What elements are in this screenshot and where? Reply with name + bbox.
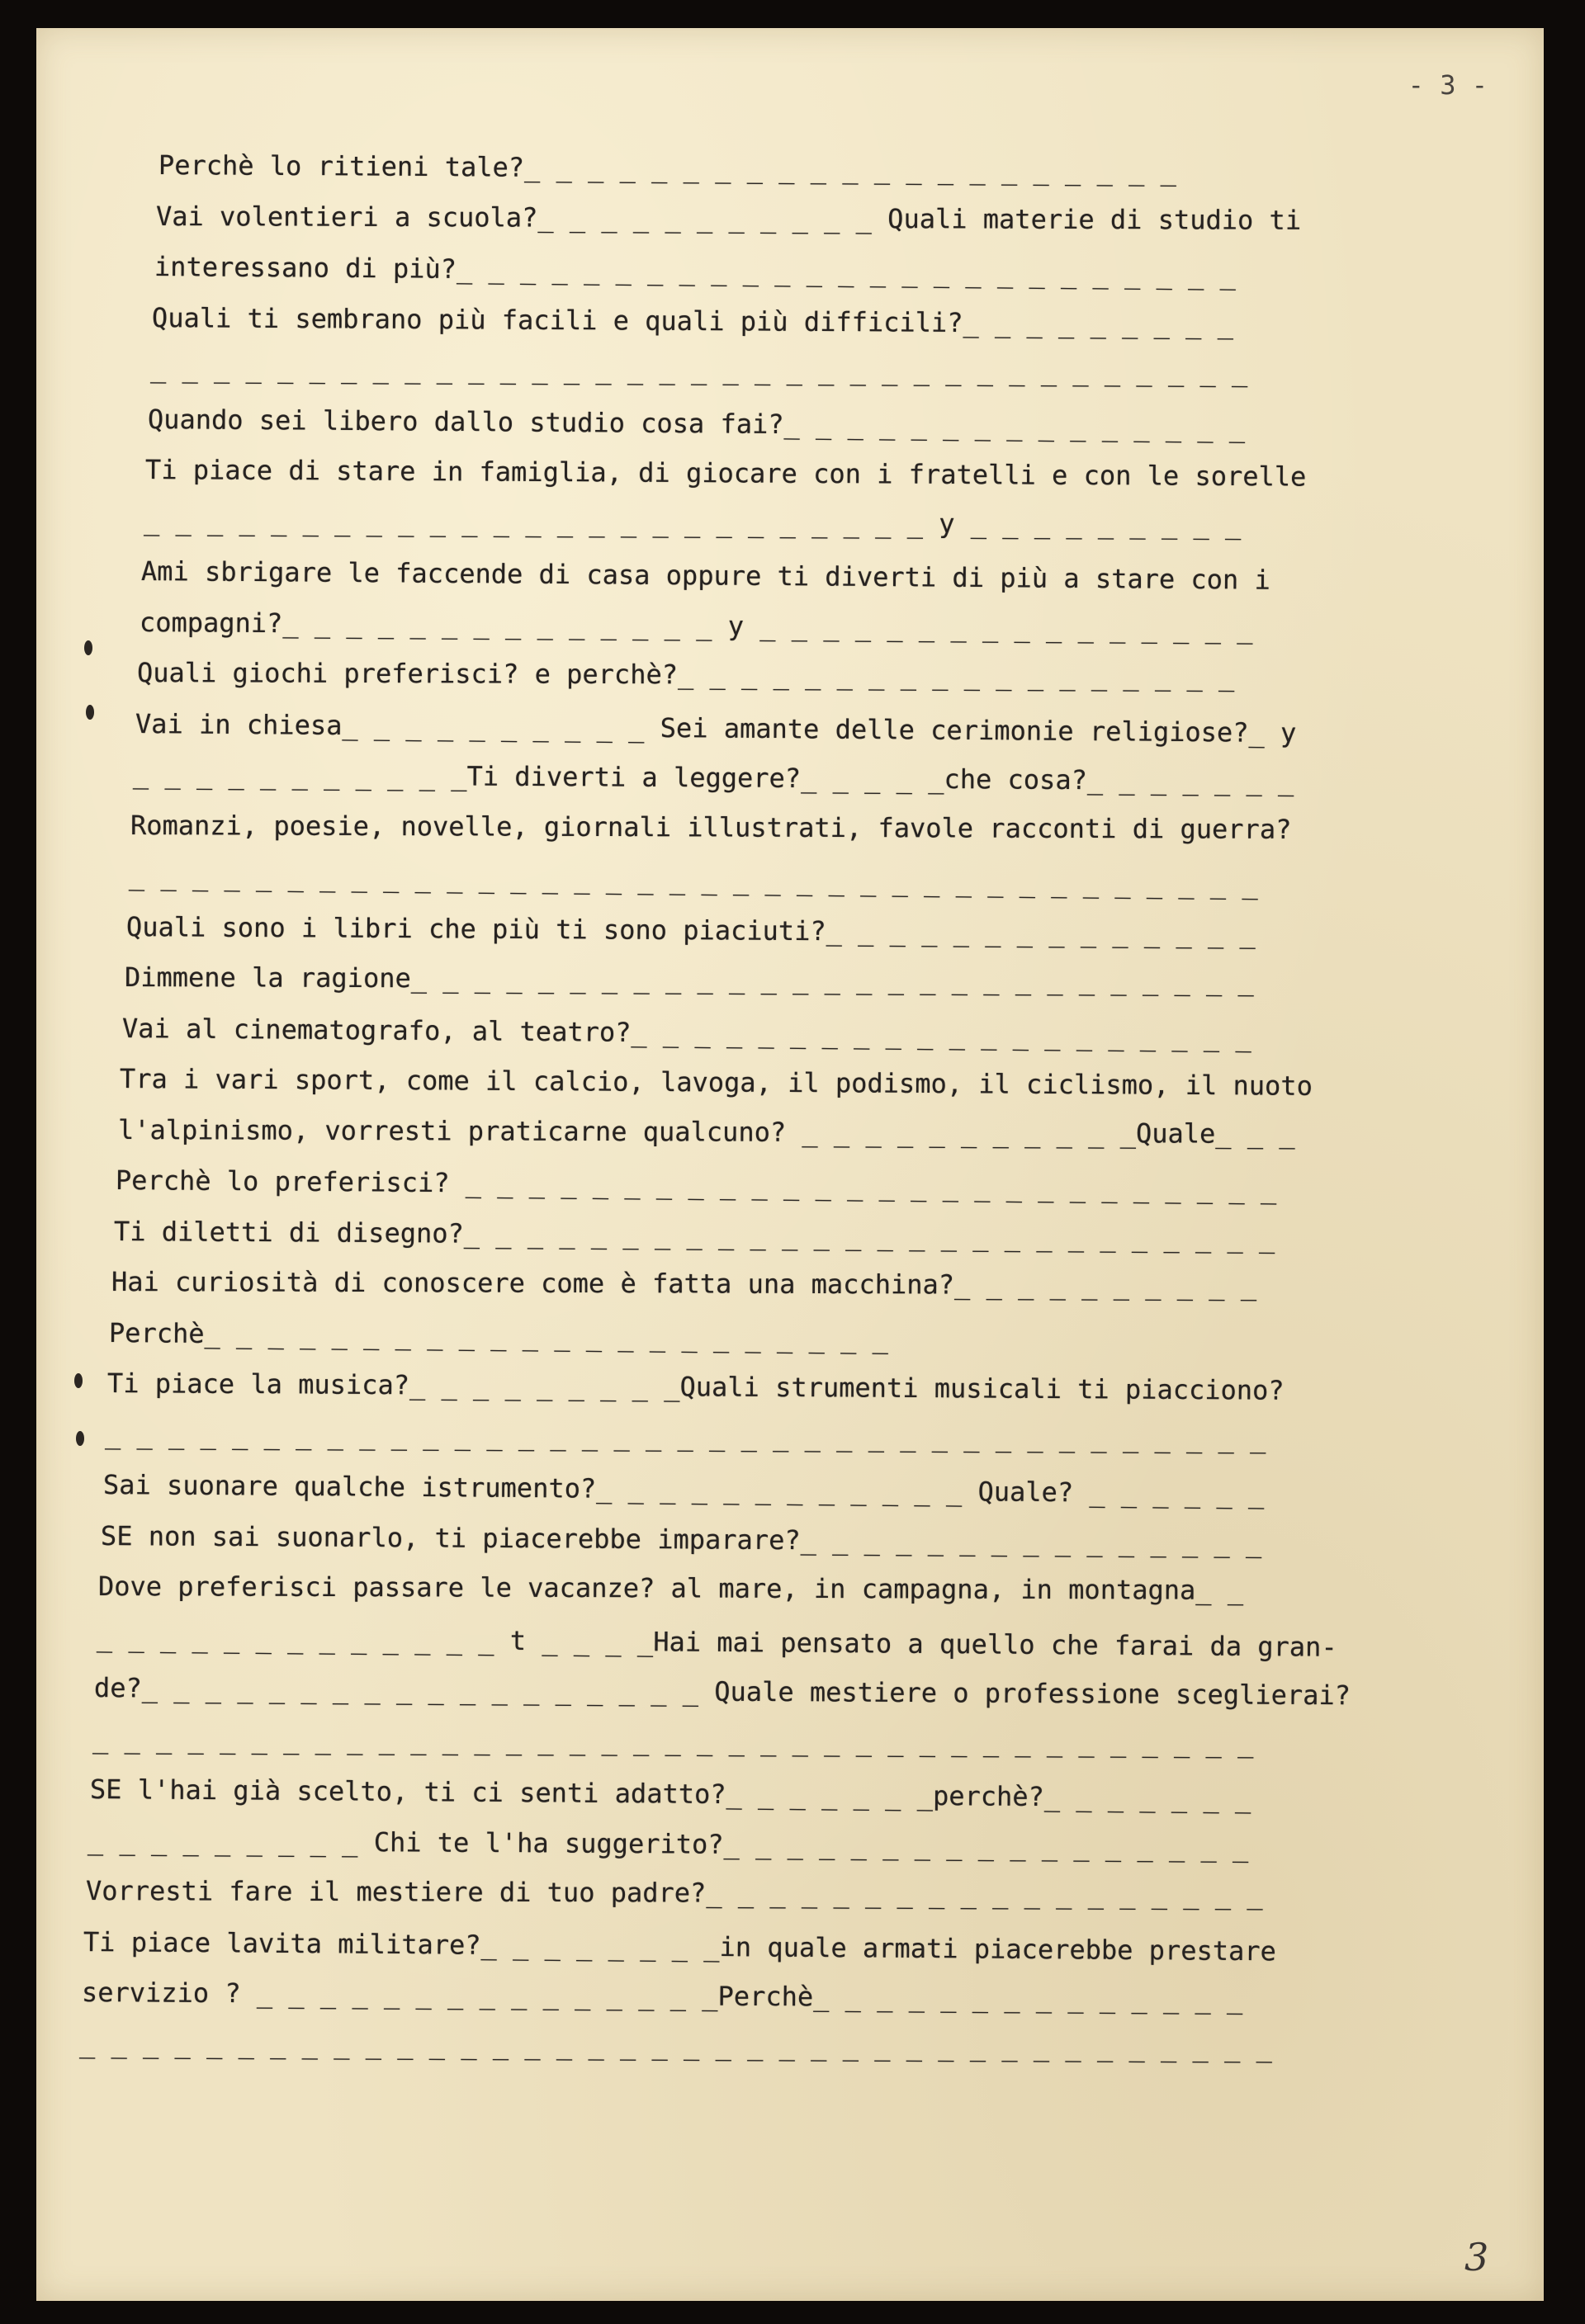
text-line: Quali giochi preferisci? e perchè?_ _ _ _ _ _ _ _ _ _ _ _ _ _ _ _ _ _ xyxy=(137,657,1235,692)
text-line: Perchè_ _ _ _ _ _ _ _ _ _ _ _ _ _ _ _ _ _ _ _ _ _ xyxy=(109,1316,889,1354)
text-line: _ _ _ _ _ _ _ _ _ _ _ _ _ _ _ _ _ _ _ _ _ _ _ _ _ _ _ _ _ _ _ _ _ _ _ _ _ xyxy=(92,1722,1254,1759)
text-line: Romanzi, poesie, novelle, giornali illustrati, favole racconti di guerra? xyxy=(130,809,1292,845)
text-line: Vai al cinematografo, al teatro?_ _ _ _ _ _ _ _ _ _ _ _ _ _ _ _ _ _ _ _ xyxy=(121,1012,1251,1053)
text-line: interessano di più?_ _ _ _ _ _ _ _ _ _ _ _ _ _ _ _ _ _ _ _ _ _ _ _ _ xyxy=(154,251,1236,291)
text-line: Hai curiosità di conoscere come è fatta una macchina?_ _ _ _ _ _ _ _ _ _ xyxy=(111,1266,1257,1301)
page-number: - 3 - xyxy=(1408,69,1488,101)
questionnaire-lines xyxy=(36,28,1544,2301)
text-line: SE non sai suonarlo, ti piacerebbe imparare?_ _ _ _ _ _ _ _ _ _ _ _ _ _ _ xyxy=(100,1519,1262,1559)
text-line: Perchè lo preferisci? _ _ _ _ _ _ _ _ _ _ _ _ _ _ _ _ _ _ _ _ _ _ _ _ _ _ xyxy=(115,1164,1277,1206)
punch-hole xyxy=(86,705,94,720)
text-line: Tra i vari sport, come il calcio, lavoga, il podismo, il ciclismo, il nuoto xyxy=(120,1063,1313,1102)
text-line: _ _ _ _ _ _ _ _ _ _ _ _ _ _ _ _ _ _ _ _ _ _ _ _ _ _ _ _ _ _ _ _ _ _ _ _ xyxy=(128,860,1258,900)
punch-hole xyxy=(84,640,92,655)
text-line: Vai volentieri a scuola?_ _ _ _ _ _ _ _ _ _ _ Quali materie di studio ti xyxy=(156,200,1302,236)
text-line: Quali ti sembrano più facili e quali più difficili?_ _ _ _ _ _ _ _ _ xyxy=(152,301,1234,340)
text-line: Ti piace lavita militare?_ _ _ _ _ _ _ _in quale armati piacerebbe prestare xyxy=(83,1925,1277,1967)
text-line: Quando sei libero dallo studio cosa fai?_ _ _ _ _ _ _ _ _ _ _ _ _ _ _ xyxy=(147,403,1246,443)
text-line: Ami sbrigare le faccende di casa oppure ti diverti di più a stare con i xyxy=(141,555,1271,596)
text-line: Dove preferisci passare le vacanze? al mare, in campagna, in montagna_ _ xyxy=(98,1571,1244,1606)
text-line: _ _ _ _ _ _ _ _ _ _ _Ti diverti a leggere?_ _ _ _ _che cosa?_ _ _ _ _ _ _ xyxy=(132,758,1294,797)
text-line: _ _ _ _ _ _ _ _ _ Chi te l'ha suggerito?_ _ _ _ _ _ _ _ _ _ _ _ _ _ _ _ _ xyxy=(88,1824,1249,1863)
text-line: Perchè lo ritieni tale?_ _ _ _ _ _ _ _ _ _ _ _ _ _ _ _ _ _ _ _ _ xyxy=(158,149,1177,187)
punch-hole xyxy=(76,1431,84,1446)
text-line: _ _ _ _ _ _ _ _ _ _ _ _ _ _ _ _ _ _ _ _ _ _ _ _ _ _ _ _ _ _ _ _ _ _ _ xyxy=(149,352,1247,388)
text-line: Vai in chiesa_ _ _ _ _ _ _ _ _ _ Sei amante delle cerimonie religiose?_ y xyxy=(135,707,1296,749)
text-line: Ti diletti di disegno?_ _ _ _ _ _ _ _ _ _ _ _ _ _ _ _ _ _ _ _ _ _ _ _ _ _ xyxy=(113,1215,1275,1254)
text-line: _ _ _ _ _ _ _ _ _ _ _ _ _ t _ _ _ _Hai mai pensato a quello che farai da gran- xyxy=(96,1621,1337,1663)
text-line: SE l'hai già scelto, ti ci senti adatto?_ _ _ _ _ _ _perchè?_ _ _ _ _ _ _ xyxy=(89,1774,1251,1815)
text-line: compagni?_ _ _ _ _ _ _ _ _ _ _ _ _ _ y _ _ _ _ _ _ _ _ _ _ _ _ _ _ _ _ xyxy=(139,606,1253,645)
text-line: Dimmene la ragione_ _ _ _ _ _ _ _ _ _ _ _ _ _ _ _ _ _ _ _ _ _ _ _ _ _ _ xyxy=(124,961,1254,997)
text-line: Sai suonare qualche istrumento?_ _ _ _ _ _ _ _ _ _ _ _ Quale? _ _ _ _ _ _ xyxy=(102,1469,1264,1510)
text-line: _ _ _ _ _ _ _ _ _ _ _ _ _ _ _ _ _ _ _ _ _ _ _ _ _ _ _ _ _ _ _ _ _ _ _ _ _ xyxy=(105,1418,1266,1454)
text-line: servizio ? _ _ _ _ _ _ _ _ _ _ _ _ _ _ _Perchè_ _ _ _ _ _ _ _ _ _ _ _ _ _ xyxy=(81,1977,1243,2015)
text-line: l'alpinismo, vorresti praticarne qualcuno? _ _ _ _ _ _ _ _ _ _ _Quale_ _ _ xyxy=(117,1113,1295,1150)
text-line: _ _ _ _ _ _ _ _ _ _ _ _ _ _ _ _ _ _ _ _ _ _ _ _ _ y _ _ _ _ _ _ _ _ _ xyxy=(143,504,1242,541)
text-line: de?_ _ _ _ _ _ _ _ _ _ _ _ _ _ _ _ _ _ Quale mestiere o professione sceglierai? xyxy=(94,1672,1351,1712)
text-line: _ _ _ _ _ _ _ _ _ _ _ _ _ _ _ _ _ _ _ _ _ _ _ _ _ _ _ _ _ _ _ _ _ _ _ _ _ _ xyxy=(78,2027,1272,2063)
text-line: Ti piace la musica?_ _ _ _ _ _ _ _ _Quali strumenti musicali ti piacciono? xyxy=(106,1367,1285,1406)
punch-hole xyxy=(74,1373,83,1388)
text-line: Ti piace di stare in famiglia, di giocare con i fratelli e con le sorelle xyxy=(145,454,1307,493)
document-page xyxy=(36,28,1544,2301)
text-line: Quali sono i libri che più ti sono piaciuti?_ _ _ _ _ _ _ _ _ _ _ _ _ _ xyxy=(125,910,1256,949)
text-line: Vorresti fare il mestiere di tuo padre?_ _ _ _ _ _ _ _ _ _ _ _ _ _ _ _ _ _ xyxy=(85,1875,1263,1911)
handwritten-page-number: 3 xyxy=(1464,2235,1489,2279)
